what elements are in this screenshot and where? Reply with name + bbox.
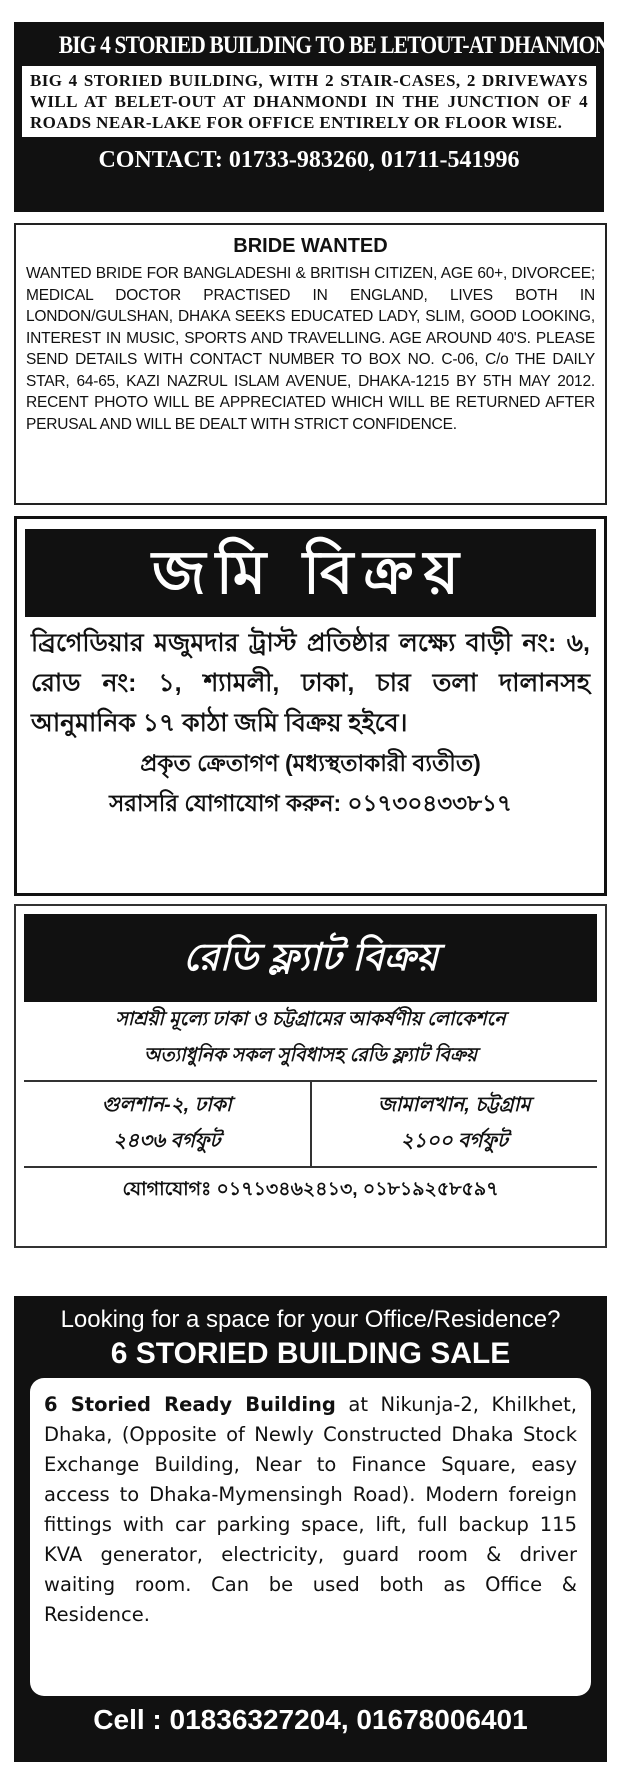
ad-tagline: Looking for a space for your Office/Residence? <box>60 1306 561 1333</box>
ad-contact: CONTACT: 01733-983260, 01711-541996 <box>98 147 520 173</box>
ad-banner: জমি বিক্রয় <box>25 529 596 617</box>
ad-buyers-note: প্রকৃত ক্রেতাগণ (মধ্যস্থতাকারী ব্যতীত) <box>140 750 481 776</box>
location-place: জামালখান, চট্টগ্রাম <box>377 1094 531 1116</box>
ad-cell-contact: Cell : 01836327204, 01678006401 <box>93 1704 528 1735</box>
ad-body: WANTED BRIDE FOR BANGLADESHI & BRITISH CITIZEN, AGE 60+, DIVORCEE; MEDICAL DOCTOR PRACTISED IN ENGLAND, LIVES BOTH IN LONDON/GULSHAN, DHAKA SEEKS EDUCATED LADY, SLIM, GOOD LOOKING, INTEREST IN MUSIC, SPORTS AND TRAVELLING. AGE AROUND 40'S. PLEASE SEND DETAILS WITH CONTACT NUMBER TO BOX NO. C-06, C/o THE DAILY STAR, 64-65, KAZI NAZRUL ISLAM AVENUE, DHAKA-1215 BY 5TH MAY 2012. RECENT PHOTO WILL BE APPRECIATED WHICH WILL BE RETURNED AFTER PERUSAL AND WILL BE DEALT WITH STRICT CONFIDENCE. <box>26 265 595 433</box>
ad-title: BRIDE WANTED <box>233 235 388 257</box>
location-place: গুলশান-২, ঢাকা <box>101 1094 232 1116</box>
location-cell <box>24 1082 312 1166</box>
ad-bride-wanted <box>14 223 607 505</box>
ad-body <box>30 1378 591 1696</box>
ad-ready-flat-sale <box>14 904 607 1248</box>
ad-body-rest: at Nikunja-2, Khilkhet, Dhaka, (Opposite of Newly Constructed Dhaka Stock Exchange Building, Near to Finance Square, easy access to Dhaka-Mymensingh Road). Modern foreign fittings with car parking space, lift, full backup 115 KVA generator, electricity, guard room & driver waiting room. Can be used both as Office & Residence. <box>44 1393 577 1626</box>
ad-body-lead: 6 Storied Ready Building <box>44 1393 336 1416</box>
ad-subline-1: সাশ্রয়ী মূল্যে ঢাকা ও চট্টগ্রামের আকর্ষণীয় লোকেশনে <box>115 1009 506 1030</box>
ad-title: 6 STORIED BUILDING SALE <box>110 1337 511 1370</box>
ad-body: BIG 4 STORIED BUILDING, WITH 2 STAIR-CASES, 2 DRIVEWAYS WILL AT BELET-OUT AT DHANMONDI IN THE JUNCTION OF 4 ROADS NEAR-LAKE FOR OFFICE ENTIRELY OR FLOOR WISE. <box>22 66 596 137</box>
location-size: ২৪৩৬ বর্গফুট <box>113 1130 221 1152</box>
location-size: ২১০০ বর্গফুট <box>400 1130 508 1152</box>
ad-banner: রেডি ফ্ল্যাট বিক্রয় <box>24 914 597 1002</box>
ad-contact: সরাসরি যোগাযোগ করুন: ০১৭৩০৪৩৩৮১৭ <box>109 790 512 816</box>
location-grid <box>24 1080 597 1168</box>
ad-body: ব্রিগেডিয়ার মজুমদার ট্রাস্ট প্রতিষ্ঠার লক্ষ্যে বাড়ী নং: ৬, রোড নং: ১, শ্যামলী, ঢাকা, চার তলা দালানসহ আনুমানিক ১৭ কাঠা জমি বিক্রয় হইবে। <box>31 629 590 737</box>
ad-subline-2: অত্যাধুনিক সকল সুবিধাসহ রেডি ফ্ল্যাট বিক্রয় <box>143 1045 478 1066</box>
ad-land-sale <box>14 516 607 896</box>
ad-contact: যোগাযোগঃ ০১৭১৩৪৬২৪১৩, ০১৮১৯২৫৮৫৯৭ <box>122 1179 499 1200</box>
location-cell <box>312 1082 598 1166</box>
ad-6-storied-building-sale <box>14 1296 607 1762</box>
ad-dhanmondi-building-letout <box>14 22 632 212</box>
ad-headline: BIG 4 STORIED BUILDING TO BE LETOUT-AT DHANMONDI <box>58 32 632 59</box>
